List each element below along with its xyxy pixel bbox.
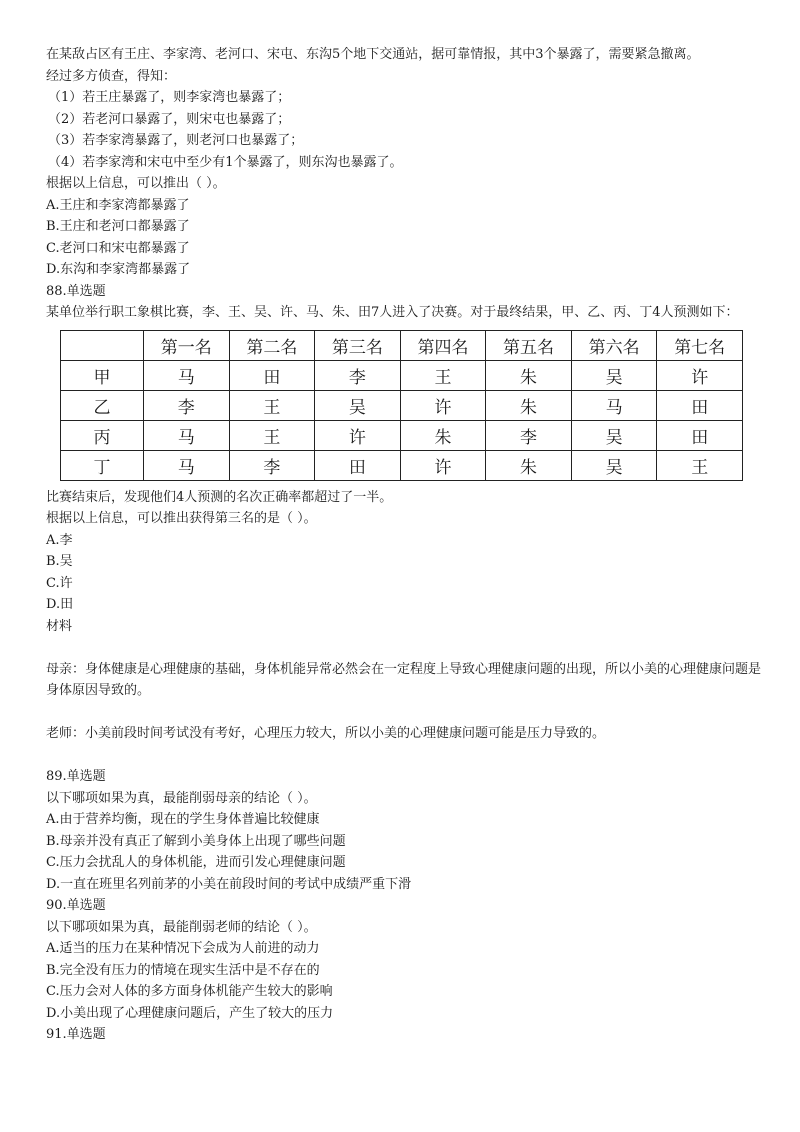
q89-option-c: C.压力会扰乱人的身体机能，进而引发心理健康问题: [46, 855, 346, 870]
table-cell: 马: [571, 390, 657, 420]
q87-condition-4: （4）若李家湾和宋屯中至少有1个暴露了，则东沟也暴露了。: [48, 154, 403, 170]
q88-stem: 某单位举行职工象棋比赛，李、王、吴、许、马、朱、田7人进入了决赛。对于最终结果，甲、乙、丙、丁4人预测如下：: [46, 305, 739, 320]
prediction-table: [60, 330, 743, 481]
q90-option-c: C.压力会对人体的多方面身体机能产生较大的影响: [46, 984, 333, 999]
q90-option-d: D.小美出现了心理健康问题后，产生了较大的压力: [46, 1005, 334, 1021]
table-row: [61, 390, 743, 420]
q89-question: 以下哪项如果为真，最能削弱母亲的结论（ ）。: [46, 790, 317, 806]
table-header-row: [61, 330, 743, 360]
table-header-cell: 第三名: [315, 330, 401, 360]
table-cell: 吴: [571, 420, 657, 450]
table-cell: 吴: [315, 390, 401, 420]
table-header-cell: 第七名: [657, 330, 743, 360]
q87-option-d: D.东沟和李家湾都暴露了: [46, 262, 191, 277]
table-row: [61, 420, 743, 450]
table-cell: 王: [229, 390, 315, 420]
q90-option-a: A.适当的压力在某种情况下会成为人前进的动力: [46, 941, 320, 956]
material-mother: 母亲：身体健康是心理健康的基础，身体机能异常必然会在一定程度上导致心理健康问题的出现，所以小美的心理健康问题是身体原因导致的。: [46, 661, 762, 698]
table-cell: 李: [486, 420, 572, 450]
q88-option-c: C.许: [46, 575, 73, 591]
table-header-cell: 第二名: [229, 330, 315, 360]
q89-option-a: A.由于营养均衡，现在的学生身体普遍比较健康: [46, 812, 320, 827]
q88-label: 88.单选题: [46, 283, 106, 299]
q89-option-b: B.母亲并没有真正了解到小美身体上出现了哪些问题: [46, 833, 346, 849]
q87-stem-line2: 经过多方侦查，得知：: [46, 68, 177, 84]
table-cell: 王: [657, 450, 743, 480]
table-cell: 丁: [61, 450, 144, 480]
table-cell: 甲: [61, 360, 144, 390]
material-teacher: 老师：小美前段时间考试没有考好，心理压力较大，所以小美的心理健康问题可能是压力导致的。: [46, 726, 606, 741]
table-cell: 李: [144, 390, 230, 420]
q89-option-d: D.一直在班里名列前茅的小美在前段时间的考试中成绩严重下滑: [46, 876, 412, 892]
table-header-cell: 第四名: [400, 330, 486, 360]
table-cell: 李: [229, 450, 315, 480]
table-cell: 朱: [486, 390, 572, 420]
table-cell: 乙: [61, 390, 144, 420]
q88-option-a: A.李: [46, 532, 73, 548]
table-cell: 许: [657, 360, 743, 390]
table-cell: 马: [144, 450, 230, 480]
table-cell: 田: [315, 450, 401, 480]
q90-option-b: B.完全没有压力的情境在现实生活中是不存在的: [46, 962, 320, 978]
q87-option-c: C.老河口和宋屯都暴露了: [46, 240, 190, 256]
table-cell: 吴: [571, 360, 657, 390]
table-cell: 李: [315, 360, 401, 390]
q88-question: 根据以上信息，可以推出获得第三名的是（ ）。: [46, 511, 317, 526]
table-header-cell: 第一名: [144, 330, 230, 360]
q87-option-a: A.王庄和李家湾都暴露了: [46, 197, 190, 213]
table-header-cell: [61, 330, 144, 360]
table-cell: 王: [229, 420, 315, 450]
table-cell: 王: [400, 360, 486, 390]
table-header-cell: 第五名: [486, 330, 572, 360]
table-cell: 田: [657, 420, 743, 450]
table-cell: 田: [229, 360, 315, 390]
table-cell: 田: [657, 390, 743, 420]
document-page: [46, 44, 766, 1046]
table-row: [61, 450, 743, 480]
table-cell: 朱: [486, 360, 572, 390]
q87-question: 根据以上信息，可以推出（ ）。: [46, 176, 226, 191]
table-cell: 朱: [400, 420, 486, 450]
q91-label: 91.单选题: [46, 1027, 106, 1042]
table-cell: 丙: [61, 420, 144, 450]
q90-label: 90.单选题: [46, 898, 106, 913]
table-cell: 马: [144, 360, 230, 390]
q89-label: 89.单选题: [46, 769, 106, 784]
table-cell: 马: [144, 420, 230, 450]
q88-result: 比赛结束后，发现他们4人预测的名次正确率都超过了一半。: [46, 489, 393, 505]
q88-option-b: B.吴: [46, 554, 73, 569]
q90-question: 以下哪项如果为真，最能削弱老师的结论（ ）。: [46, 919, 317, 935]
table-cell: 许: [315, 420, 401, 450]
q87-condition-3: （3）若李家湾暴露了，则老河口也暴露了；: [48, 133, 304, 148]
material-label: 材料: [46, 618, 73, 634]
q87-stem-line1: 在某敌占区有王庄、李家湾、老河口、宋屯、东沟5个地下交通站，据可靠情报，其中3个暴露了，需要紧急撤离。: [46, 47, 700, 62]
q87-condition-2: （2）若老河口暴露了，则宋屯也暴露了；: [48, 111, 291, 127]
table-cell: 许: [400, 390, 486, 420]
q88-option-d: D.田: [46, 597, 74, 612]
q87-option-b: B.王庄和老河口都暴露了: [46, 219, 190, 234]
table-cell: 许: [400, 450, 486, 480]
table-row: [61, 360, 743, 390]
table-header-cell: 第六名: [571, 330, 657, 360]
table-cell: 吴: [571, 450, 657, 480]
table-cell: 朱: [486, 450, 572, 480]
q87-condition-1: （1）若王庄暴露了，则李家湾也暴露了；: [48, 90, 291, 105]
